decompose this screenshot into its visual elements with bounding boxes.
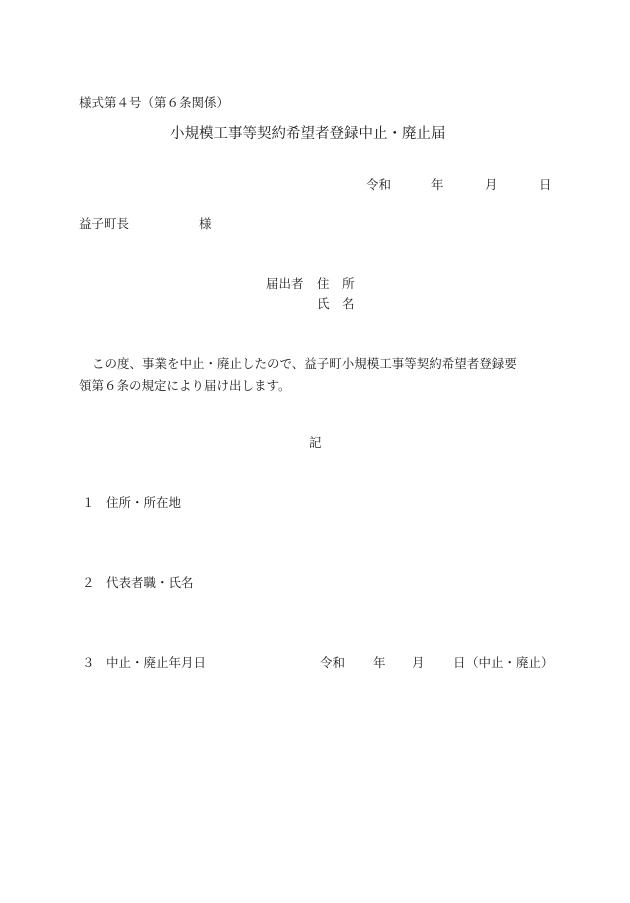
- item-number: １: [82, 495, 95, 510]
- item-label: 中止・廃止年月日: [106, 655, 207, 670]
- date-era: 令和: [366, 177, 392, 192]
- item3-day: 日: [453, 655, 466, 670]
- body-text-line1: この度、事業を中止・廃止したので、益子町小規模工事等契約希望者登録要: [92, 356, 517, 371]
- addressee-name: 益子町長: [79, 216, 130, 231]
- date-day: 日: [539, 177, 552, 192]
- item-label: 住所・所在地: [106, 495, 182, 510]
- body-paragraph: [79, 353, 557, 397]
- item3-choice: （中止・廃止）: [466, 655, 554, 670]
- item3-month: 月: [412, 655, 425, 670]
- item-number: ２: [82, 575, 95, 590]
- item3-year: 年: [373, 655, 386, 670]
- item3-era: 令和: [320, 655, 346, 670]
- applicant-address-label: 住 所: [317, 276, 355, 291]
- document-title: 小規模工事等契約希望者登録中止・廃止届: [170, 126, 446, 142]
- applicant-name-label: 氏 名: [317, 296, 355, 311]
- applicant-label: 届出者: [266, 276, 304, 291]
- form-label: 様式第４号（第６条関係）: [79, 95, 230, 110]
- ki-heading: 記: [309, 435, 322, 450]
- addressee-honorific: 様: [199, 216, 212, 231]
- date-month: 月: [485, 177, 498, 192]
- item-number: ３: [82, 655, 95, 670]
- item-label: 代表者職・氏名: [106, 575, 194, 590]
- date-year: 年: [431, 177, 444, 192]
- body-text-line2: 領第６条の規定により届け出します。: [79, 378, 291, 393]
